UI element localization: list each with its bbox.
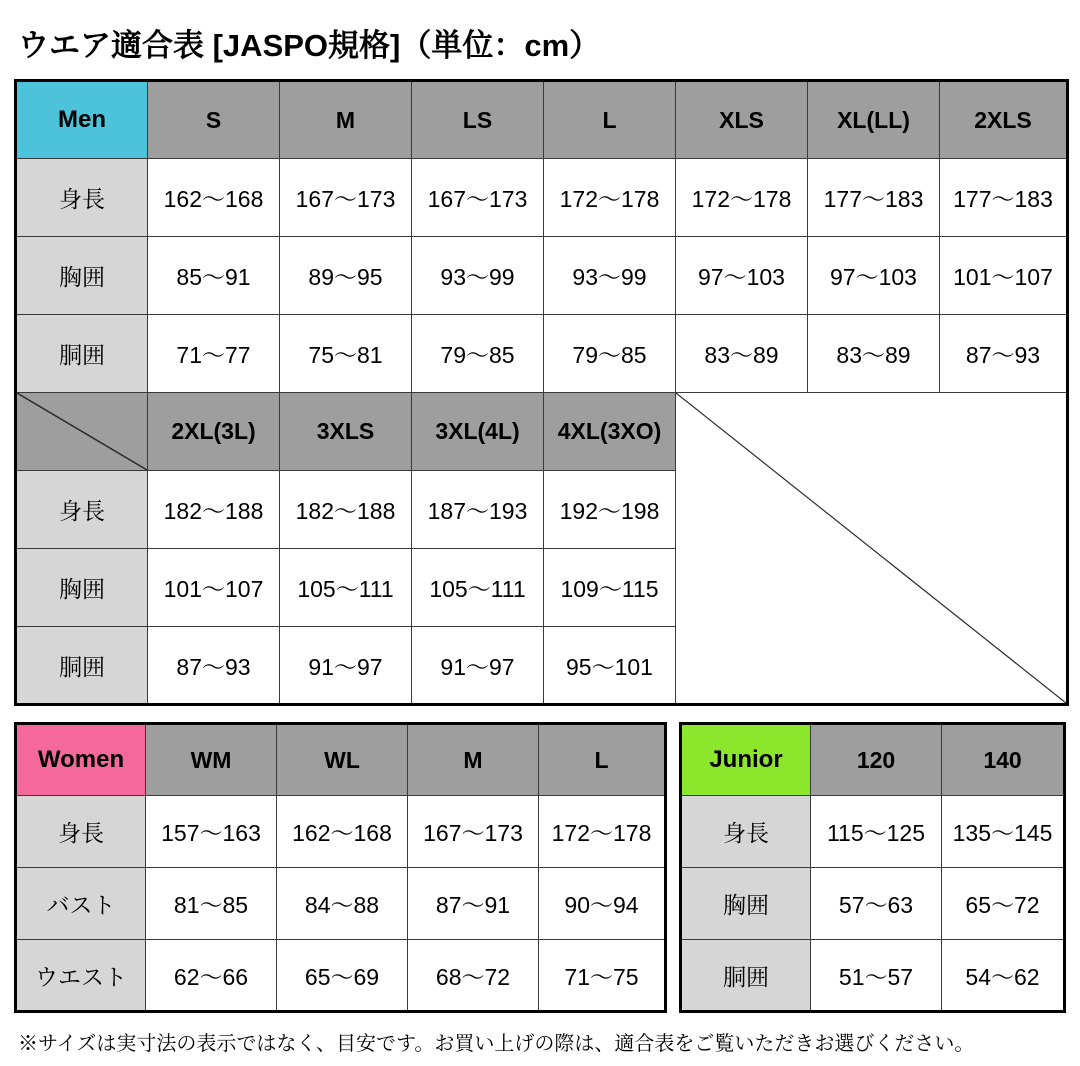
table-row: [16, 81, 1068, 159]
size-header-l: L: [544, 81, 676, 159]
cell-value: 162〜168: [277, 796, 408, 868]
cell-value: 101〜107: [148, 549, 280, 627]
cell-value: 95〜101: [544, 627, 676, 705]
row-label-chest: 胸囲: [681, 868, 811, 940]
cell-value: 97〜103: [808, 237, 940, 315]
table-row: [681, 796, 1065, 868]
cell-value: 187〜193: [412, 471, 544, 549]
row-label-bust: バスト: [16, 868, 146, 940]
cell-value: 87〜93: [940, 315, 1068, 393]
table-row: [16, 796, 666, 868]
cell-value: 62〜66: [146, 940, 277, 1012]
cell-value: 83〜89: [676, 315, 808, 393]
size-header-140: 140: [942, 724, 1065, 796]
men-size-table: [14, 79, 1069, 706]
cell-value: 182〜188: [280, 471, 412, 549]
cell-value: 157〜163: [146, 796, 277, 868]
cell-value: 182〜188: [148, 471, 280, 549]
empty-area-cell: [676, 393, 1068, 705]
diagonal-line-icon: [17, 393, 147, 470]
men-header-cell: Men: [16, 81, 148, 159]
table-row: [681, 940, 1065, 1012]
cell-value: 167〜173: [408, 796, 539, 868]
cell-value: 79〜85: [412, 315, 544, 393]
table-row: [681, 724, 1065, 796]
junior-size-table: [679, 722, 1066, 1013]
cell-value: 84〜88: [277, 868, 408, 940]
size-header-m: M: [280, 81, 412, 159]
table-row: [16, 868, 666, 940]
row-label-chest: 胸囲: [16, 549, 148, 627]
cell-value: 105〜111: [412, 549, 544, 627]
cell-value: 172〜178: [676, 159, 808, 237]
cell-value: 177〜183: [808, 159, 940, 237]
empty-corner-cell: [16, 393, 148, 471]
size-header-2xl-3l: 2XL(3L): [148, 393, 280, 471]
row-label-height: 身長: [16, 159, 148, 237]
cell-value: 192〜198: [544, 471, 676, 549]
cell-value: 57〜63: [811, 868, 942, 940]
cell-value: 85〜91: [148, 237, 280, 315]
cell-value: 90〜94: [539, 868, 666, 940]
size-header-3xls: 3XLS: [280, 393, 412, 471]
row-label-chest: 胸囲: [16, 237, 148, 315]
cell-value: 172〜178: [544, 159, 676, 237]
cell-value: 87〜93: [148, 627, 280, 705]
size-header-3xl-4l: 3XL(4L): [412, 393, 544, 471]
row-label-waist: 胴囲: [16, 315, 148, 393]
cell-value: 71〜75: [539, 940, 666, 1012]
cell-value: 83〜89: [808, 315, 940, 393]
size-header-l: L: [539, 724, 666, 796]
table-row: [16, 393, 1068, 471]
cell-value: 79〜85: [544, 315, 676, 393]
row-label-waist: ウエスト: [16, 940, 146, 1012]
size-header-xl-ll: XL(LL): [808, 81, 940, 159]
cell-value: 71〜77: [148, 315, 280, 393]
footnote-text: ※サイズは実寸法の表示ではなく、目安です。お買い上げの際は、適合表をご覧いただきお選びください。: [18, 1033, 975, 1055]
cell-value: 162〜168: [148, 159, 280, 237]
table-row: [16, 315, 1068, 393]
cell-value: 51〜57: [811, 940, 942, 1012]
size-header-xls: XLS: [676, 81, 808, 159]
cell-value: 89〜95: [280, 237, 412, 315]
cell-value: 81〜85: [146, 868, 277, 940]
table-row: [681, 868, 1065, 940]
page-title: ウエア適合表 [JASPO規格]（単位：cm）: [18, 28, 601, 63]
size-header-ls: LS: [412, 81, 544, 159]
size-header-120: 120: [811, 724, 942, 796]
cell-value: 167〜173: [412, 159, 544, 237]
table-row: [16, 237, 1068, 315]
size-header-wl: WL: [277, 724, 408, 796]
size-header-m: M: [408, 724, 539, 796]
table-row: [16, 940, 666, 1012]
women-size-table: [14, 722, 667, 1013]
cell-value: 105〜111: [280, 549, 412, 627]
cell-value: 109〜115: [544, 549, 676, 627]
cell-value: 75〜81: [280, 315, 412, 393]
size-header-s: S: [148, 81, 280, 159]
cell-value: 172〜178: [539, 796, 666, 868]
table-row: [16, 159, 1068, 237]
cell-value: 115〜125: [811, 796, 942, 868]
cell-value: 93〜99: [544, 237, 676, 315]
cell-value: 65〜69: [277, 940, 408, 1012]
bottom-tables-wrapper: [14, 722, 1066, 1013]
cell-value: 68〜72: [408, 940, 539, 1012]
cell-value: 135〜145: [942, 796, 1065, 868]
size-header-4xl-3xo: 4XL(3XO): [544, 393, 676, 471]
cell-value: 87〜91: [408, 868, 539, 940]
women-header-cell: Women: [16, 724, 146, 796]
size-header-wm: WM: [146, 724, 277, 796]
row-label-waist: 胴囲: [681, 940, 811, 1012]
diagonal-line-icon: [676, 393, 1066, 703]
cell-value: 91〜97: [412, 627, 544, 705]
row-label-height: 身長: [16, 471, 148, 549]
cell-value: 177〜183: [940, 159, 1068, 237]
row-label-height: 身長: [681, 796, 811, 868]
cell-value: 101〜107: [940, 237, 1068, 315]
cell-value: 93〜99: [412, 237, 544, 315]
cell-value: 91〜97: [280, 627, 412, 705]
row-label-height: 身長: [16, 796, 146, 868]
size-header-2xls: 2XLS: [940, 81, 1068, 159]
cell-value: 167〜173: [280, 159, 412, 237]
table-row: [16, 724, 666, 796]
cell-value: 54〜62: [942, 940, 1065, 1012]
row-label-waist: 胴囲: [16, 627, 148, 705]
cell-value: 97〜103: [676, 237, 808, 315]
cell-value: 65〜72: [942, 868, 1065, 940]
junior-header-cell: Junior: [681, 724, 811, 796]
